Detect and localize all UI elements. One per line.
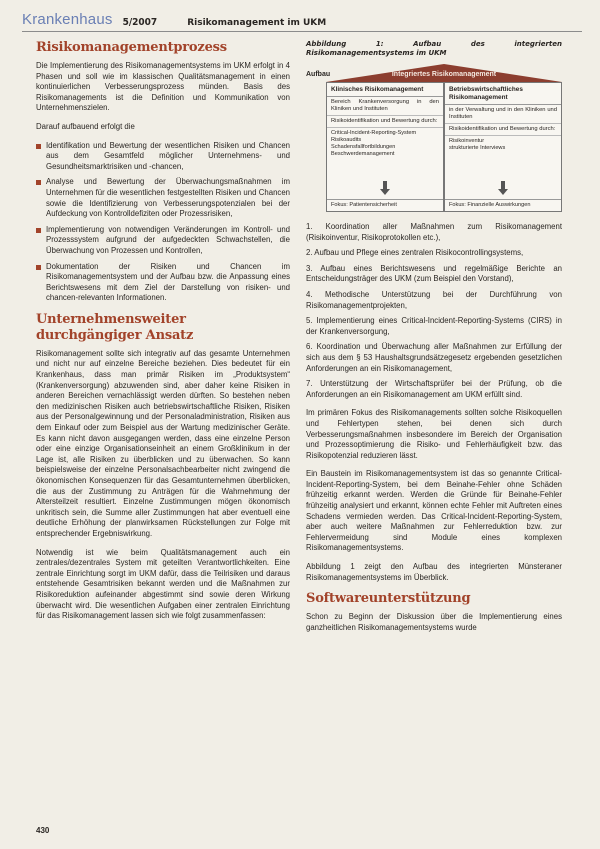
business-head: Betriebswirtschaftliches Risikomanagement [445,83,561,105]
bullet-list [36,141,290,304]
business-focus: Fokus: Finanzielle Auswirkungen [445,199,561,211]
task-item: 1. Koordination aller Maßnahmen zum Risikomanagement (Risikoinventur, Risikoprotokollen etc.), [306,222,562,242]
task-item: 2. Aufbau und Pflege eines zentralen Risikocontrollingsystems, [306,248,524,258]
page-number: 430 [36,826,50,835]
magazine-name: Krankenhaus [22,11,113,28]
method-item: Beschwerdemanagement [331,151,395,157]
task-item: 3. Aufbau eines Berichtswesens und regelmäßige Berichte an Entscheidungsträger des UKM (zum Beispiel den Vorstand), [306,263,562,284]
method-item: Schadensfallfortbildungen [331,144,396,150]
figure-diagram [306,64,562,214]
bullet-item: Implementierung von notwendigen Veränderungen im Kontroll- und Prozesssystem aufgrund der aufgedeckten Schwachstellen, die Überwachung von Prozessen und Kontrollen, [36,225,290,257]
task-item: 5. Implementierung eines Critical-Incident-Reporting-Systems (CIRS) in der Krankenversorgung, [306,316,562,336]
task-item: 6. Koordination und Überwachung aller Maßnahmen zur Erfüllung der sich aus dem § 53 Haushaltsgrundsätzegesetz ergebenden gesetzlichen Anforderungen an ein Risikomanagement, [306,342,562,373]
heading-software: Softwareunterstützung [306,591,471,607]
clinical-sub: Bereich Krankenversorgung in den Kliniken und Instituten [327,97,443,116]
method-item: strukturierte Interviews [449,145,506,151]
clinical-methods [327,128,443,160]
issue-number: 5/2007 [122,17,158,28]
paragraph-built: Darauf aufbauend erfolgt die [36,121,135,131]
method-item: Risikoinventur [449,138,485,144]
clinical-head: Klinisches Risikomanagement [327,83,443,97]
arrow-down-icon [380,181,390,195]
task-item: 4. Methodische Unterstützung bei der Durchführung von Risikomanagementprojekten, [306,289,562,310]
arrow-down-icon [498,181,508,195]
clinical-focus: Fokus: Patientensicherheit [327,199,443,211]
figure-label: Aufbau [306,71,331,78]
business-methods-title: Risikoidentifikation und Bewertung durch: [445,124,561,136]
paragraph-necessity: Notwendig ist wie beim Qualitätsmanagement auch ein zentrales/dezentrales System mit geteilten Verantwortlichkeiten. Eine zentrale Einrichtung sorgt im UKM dafür, dass die Teilrisiken und daraus entstehende Gesamtrisiken bekannt werden und die Maßnahmen zur Risikoreduktion aufeinander abgestimmt sind sowie deren Wirkung überwacht wird. Die wesentlichen Aufgaben einer zentralen Einrichtung für das Risikomanagement lassen sich wie folgt zusammenfassen: [36,547,290,621]
task-list [306,222,562,400]
clinical-box [326,82,444,212]
method-item: Risikoaudits [331,137,362,143]
right-column [306,40,562,641]
bullet-item: Analyse und Bewertung der Überwachungsmaßnahmen im Unternehmen für die wesentlichen festgestellten Risiken und Chancen sowie die Identifizierung von Verbesserungspotenzialen bei der Aufdeckung von Kontrolldefiziten oder Prozessrisiken, [36,177,290,219]
business-box [444,82,562,212]
page-header [22,10,582,32]
task-item: 7. Unterstützung der Wirtschaftsprüfer bei der Prüfung, ob die Anforderungen an ein Risikomanagement am UKM erfüllt sind. [306,379,562,399]
paragraph-focus: Im primären Fokus des Risikomanagements sollten solche Risikoquellen und Fehlertypen stehen, bei denen sich durch Verbesserungsmaßnahmen insbesondere im Bereich der Organisation und Prozessoptimierung die Risiko- und Fehlerhäufigkeit bzw. das Risikopotenzial reduzieren lässt. [306,408,562,460]
running-title: Risikomanagement im UKM [187,18,327,28]
heading-company-wide: Unternehmensweiter durchgängiger Ansatz [36,311,194,343]
figure-caption: Abbildung 1: Aufbau des integrierten Risikomanagementsystems im UKM [306,40,562,57]
business-methods [445,136,561,154]
paragraph-company: Risikomanagement sollte sich integrativ auf das gesamte Unternehmen und nicht nur auf einzelne Bereiche beziehen. Dies bedeutet für ein Krankenhaus, dass man primär Risiken im „Produktsystem“ (Krankenversorgung) abzuwenden sind, aber daher keine Risiken in anderen Bereichen vernachlässigt werden dürften. So bestehen neben den medizinischen Risiken auch betriebswirtschaftliche Risiken, Risiken aus der Personalgewinnung und der Personaladministration, Risiken aus dem Einkauf oder zum Beispiel aus der Wartung medizinischer Geräte. Es kann nicht davon ausgegangen werden, dass eine einzelne Person oder eine einzige Organisationseinheit an einem Großklinikum in der Lage ist, alle Risiken zu überblicken und zu überwachen. So kann beispielsweise der einzelne Personalsachbearbeiter nicht zwingend die ökonomischen Konsequenzen für das Gesamtunternehmen überblicken, die aus der Zustimmung zu Anträgen für die Wahrnehmung der Altersteilzeit resultiert. Einzelne Zustimmungen mögen ökonomisch unkritisch sein, die Summe aller Zustimmungen hat aber eventuell eine deutliche Erhöhung der planwirksamen Rückstellungen zur Folge mit entsprechender Ergebniswirkung. [36,348,290,538]
paragraph-cirs: Ein Baustein im Risikomanagementsystem ist das so genannte Critical-Incident-Reporting-System, bei dem Beinahe-Fehler ohne Schäden frühzeitig erkannt werden. Werden die Gründe für Beinahe-Fehler frühzeitig analysiert und erkannt, können echte Fehler mit Auftreten eines Schadens vermieden werden. Das Critical-Incident-Reporting-System, aber auch weitere Maßnahmen zur Fehlerreduktion bzw. zur Fehlervermeidung sind Module eines komplexen Risikomanagementsystems. [306,469,562,553]
paragraph-software: Schon zu Beginn der Diskussion über die Implementierung eines ganzheitlichen Risikomanagementsystems wurde [306,612,562,632]
business-sub: in der Verwaltung und in den Kliniken und Instituten [445,105,561,124]
bullet-item: Identifikation und Bewertung der wesentlichen Risiken und Chancen aus dem Gesamtfeld möglicher Unternehmens- und Gesundheitsmarktrisiken und -chancen, [36,141,290,173]
left-column [36,40,290,630]
paragraph-intro: Die Implementierung des Risikomanagementsystems im UKM erfolgt in 4 Phasen und soll wie im klassischen Qualitätsmanagement in einen kontinuierlichen Verbesserungsprozess münden. Basis des Risikomanagements ist die Definition und Kommunikation von Unternehmenszielen. [36,61,290,113]
bullet-item: Dokumentation der Risiken und Chancen im Risikomanagementsystem und der Aufbau bzw. die Anpassung eines Berichtswesens mit dem Ziel der Darstellung von risiken- und chancen-relevanten Informationen. [36,262,290,304]
heading-risk-process: Risikomanagementprozess [36,40,227,55]
roof-title: Integriertes Risikomanagement [391,71,497,78]
clinical-methods-title: Risikoidentifikation und Bewertung durch: [327,116,443,128]
paragraph-figure-ref: Abbildung 1 zeigt den Aufbau des integrierten Münsteraner Risikomanagementsystems im Überblick. [306,562,562,582]
method-item: Critical-Incident-Reporting-System [331,130,417,136]
